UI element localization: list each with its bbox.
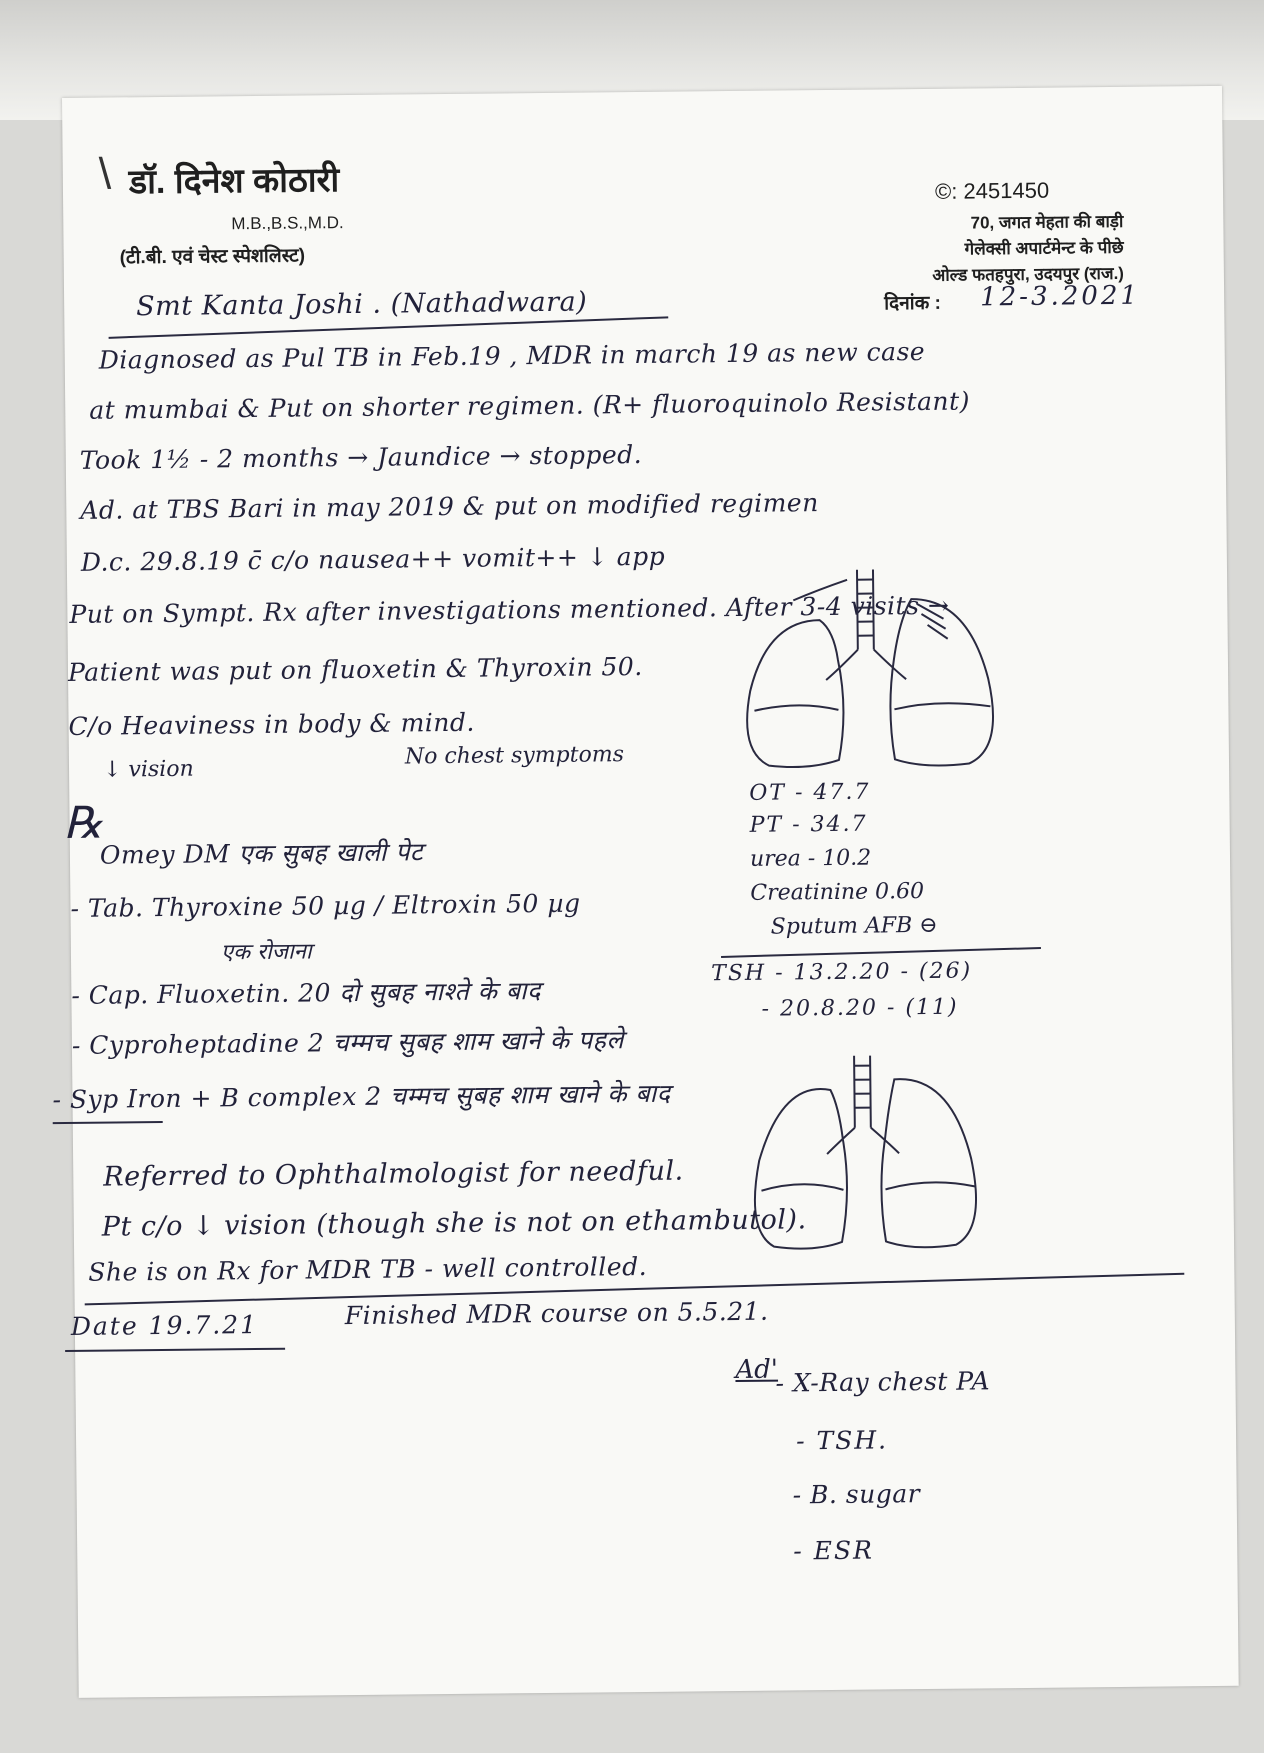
- history-line-7: Patient was put on fluoxetin & Thyroxin 50.: [67, 651, 643, 687]
- investigation-ot: OT - 47.7: [749, 779, 871, 806]
- investigation-urea: urea - 10.2: [749, 845, 872, 872]
- history-line-2: at mumbai & Put on shorter regimen. (R+ fluoroquinolo Resistant): [89, 386, 971, 425]
- date-value: 12-3.2021: [979, 280, 1141, 313]
- rx-underline: [53, 1121, 163, 1124]
- followup-date-underline: [65, 1348, 285, 1352]
- advice-label: Ad': [735, 1354, 779, 1386]
- followup-note: Finished MDR course on 5.5.21.: [344, 1296, 769, 1331]
- investigation-pt: PT - 34.7: [749, 811, 868, 838]
- patient-name: Smt Kanta Joshi . (Nathadwara): [136, 286, 588, 323]
- rx-item-4: - Cyproheptadine 2 चम्मच सुबह शाम खाने के पहले: [71, 1025, 624, 1060]
- address-line-2: गेलेक्सी अपार्टमेन्ट के पीछे: [964, 237, 1124, 259]
- referral-line-1: Referred to Ophthalmologist for needful.: [103, 1155, 684, 1193]
- lungs-sketch-1: [707, 558, 1029, 771]
- investigation-sputum: Sputum AFB ⊖: [770, 912, 938, 940]
- history-line-9: ↓ vision: [102, 756, 194, 783]
- advice-item-4: - ESR: [793, 1535, 874, 1566]
- referral-line-3: She is on Rx for MDR TB - well controlled.: [88, 1251, 648, 1287]
- referral-line-2: Pt c/o ↓ vision (though she is not on ethambutol).: [101, 1204, 807, 1243]
- history-line-4: Ad. at TBS Bari in may 2019 & put on modified regimen: [80, 488, 819, 525]
- history-line-10: No chest symptoms: [404, 742, 625, 770]
- investigation-divider: [721, 947, 1041, 958]
- prescription-sheet: [52, 86, 1239, 1698]
- followup-date: Date 19.7.21: [70, 1310, 259, 1341]
- advice-item-3: - B. sugar: [792, 1479, 921, 1510]
- rx-item-2: - Tab. Thyroxine 50 µg / Eltroxin 50 µg: [70, 888, 581, 923]
- doctor-qualifications: M.B.,B.S.,M.D.: [231, 213, 344, 234]
- investigation-creatinine: Creatinine 0.60: [750, 879, 925, 906]
- rx-item-5: - Syp Iron + B complex 2 चम्मच सुबह शाम खाने के बाद: [52, 1078, 671, 1115]
- slash-mark: \: [98, 149, 112, 199]
- date-label: दिनांक :: [884, 292, 941, 315]
- rx-item-1: Omey DM एक सुबह खाली पेट: [99, 837, 424, 870]
- tsh-line-1: TSH - 13.2.20 - (26): [711, 958, 973, 987]
- history-line-3: Took 1½ - 2 months → Jaundice → stopped.: [79, 439, 643, 475]
- history-line-5: D.c. 29.8.19 c̄ c/o nausea++ vomit++ ↓ app: [80, 541, 666, 577]
- advice-item-2: - TSH.: [795, 1425, 889, 1456]
- address-line-1: 70, जगत मेहता की बाड़ी: [970, 211, 1124, 233]
- address-line-3: ओल्ड फतहपुरा, उदयपुर (राज.): [932, 263, 1124, 285]
- rx-item-2-instruction: एक रोजाना: [220, 939, 312, 966]
- history-line-1: Diagnosed as Pul TB in Feb.19 , MDR in march 19 as new case: [98, 336, 926, 375]
- advice-item-1: - X-Ray chest PA: [775, 1366, 991, 1398]
- history-line-6: Put on Sympt. Rx after investigations mentioned. After 3-4 visits →: [69, 590, 950, 629]
- rx-item-3: - Cap. Fluoxetin. 20 दो सुबह नाश्ते के बाद: [71, 976, 541, 1010]
- doctor-name: डॉ. दिनेश कोठारी: [128, 161, 340, 202]
- phone-number: ©: 2451450: [934, 177, 1050, 204]
- rx-symbol: ℞: [63, 797, 104, 850]
- tsh-line-2: - 20.8.20 - (11): [761, 994, 959, 1022]
- doctor-specialty: (टी.बी. एवं चेस्ट स्पेशलिस्ट): [119, 245, 306, 269]
- history-line-8: C/o Heaviness in body & mind.: [68, 707, 476, 741]
